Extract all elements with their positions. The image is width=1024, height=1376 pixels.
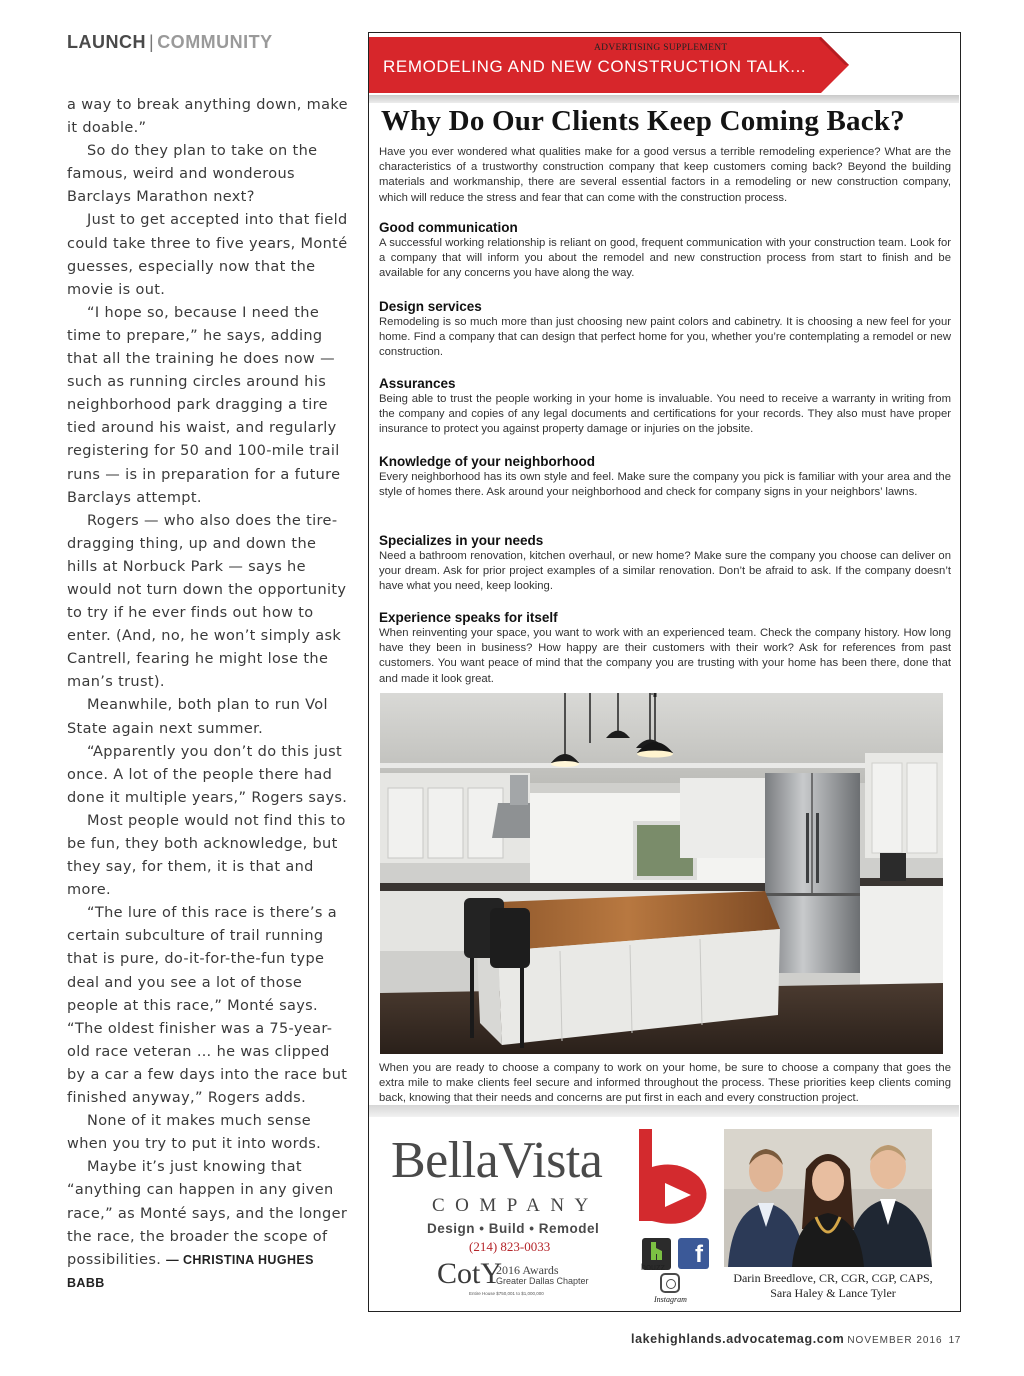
- ad-section-heading: Experience speaks for itself: [379, 610, 558, 625]
- article-paragraph: [67, 1156, 349, 1295]
- article-paragraph: “I hope so, because I need the time to prepare,” he says, adding that all the training he does now — such as running circles around his neighborhood park dragging a tire tied around his waist, and regularly registering for 50 and 100-mile trail runs — is in preparation for a future Barclays attempt.: [67, 304, 341, 506]
- article-paragraph: Most people would not find this to be fun, they both acknowledge, but they say, for them, it is that and more.: [67, 812, 346, 899]
- ad-section-heading: Assurances: [379, 376, 456, 391]
- instagram-label: Instagram: [654, 1295, 687, 1304]
- ad-section-heading: Specializes in your needs: [379, 533, 544, 548]
- article-paragraph: Meanwhile, both plan to run Vol State again next summer.: [67, 697, 328, 737]
- facebook-icon[interactable]: f: [678, 1238, 709, 1269]
- ad-section-heading: Design services: [379, 299, 482, 314]
- ad-section-body: Being able to trust the people working in your home is invaluable. You need to receive a warranty in writing from the company and copies of any legal documents and certifications for your records. They also must have proper insurance to protect you against property damage or injuries on the jobsite.: [379, 393, 951, 436]
- logo-company-word: COMPANY: [432, 1195, 599, 1216]
- article-paragraph-text: Maybe it’s just knowing that “anything can happen in any given race,” as Monté says, and the longer the race, the broader the scope of possibilities.: [67, 1159, 348, 1268]
- article-paragraph: Just to get accepted into that field could take three to five years, Monté guesses, especially now that the movie is out.: [67, 212, 348, 298]
- article-column: [67, 94, 349, 1295]
- page-number: 17: [948, 1335, 961, 1346]
- ad-section-body: Need a bathroom renovation, kitchen overhaul, or new home? Make sure the company you choose can deliver on your dream. Ask for prior project examples of a similar renovation. Don’t be afraid to ask. If the company doesn’t have what you need, keep looking.: [379, 550, 951, 593]
- ad-section-heading: Knowledge of your neighborhood: [379, 454, 595, 469]
- banner-shadow-divider: [369, 95, 959, 103]
- team-caption: [717, 1271, 949, 1301]
- ad-section-body: Remodeling is so much more than just choosing new paint colors and cabinetry. It is choosing a new feel for your home. Find a company that can design that perfect home for you, whether you’re contemplating a remodel or new construction.: [379, 316, 951, 359]
- coty-year: 2016 Awards: [496, 1263, 559, 1277]
- ad-section-body: When reinventing your space, you want to work with an experienced team. Check the company history. How long have they been in business? How happy are their customers with their work? Ask for references from past customers. You want peace of mind that the company you are trusting with your home has been there, done that and made it look great.: [379, 627, 951, 685]
- footer-url[interactable]: lakehighlands.advocatemag.com: [631, 1332, 845, 1346]
- page-footer: [631, 1332, 961, 1346]
- ad-banner: [369, 37, 849, 93]
- team-photo: [724, 1129, 932, 1267]
- section-category: COMMUNITY: [157, 32, 273, 52]
- article-paragraph: Rogers — who also does the tire-dragging thing, up and down the hills at Norbuck Park — says he would not turn down the opportunity to try if he ever finds out how to enter. (And, no, he won’t simply ask Cantrell, fearing he might lose the man’s trust).: [67, 512, 347, 691]
- byline: — CHRISTINA HUGHES BABB: [67, 1252, 314, 1290]
- ad-section-body: A successful working relationship is reliant on good, frequent communication with your construction team. Look for a company that will inform you about the remodel and new construction process from start to finish and be available for any concerns you have along the way.: [379, 237, 951, 280]
- coty-award-logo: CotY: [437, 1257, 503, 1290]
- article-paragraph: a way to break anything down, make it doable.”: [67, 97, 348, 137]
- ad-intro: Have you ever wondered what qualities make for a good versus a terrible remodeling experience? What are the characteristics of a trustworthy construction company that keep customers coming back? Beyond the building materials and workmanship, there are several essential factors in a remodeling or new construction company, which will reduce the stress and fear that can come with the construction process.: [379, 146, 951, 204]
- footer-issue-date: NOVEMBER 2016: [847, 1335, 943, 1346]
- section-separator: |: [149, 32, 155, 52]
- bellavista-logo-text: BellaVista: [391, 1132, 603, 1189]
- ad-bottom-divider: [369, 1105, 959, 1117]
- ad-section-body: Every neighborhood has its own style and feel. Make sure the company you pick is familiar with your area and the style of homes there. Ask around your neighborhood and check for company signs in your neighbors’ lawns.: [379, 471, 951, 499]
- coty-fine-print: Entire House $750,001 to $1,000,000: [469, 1291, 544, 1296]
- advertising-supplement: [368, 32, 961, 1312]
- team-caption-line: Sara Haley & Lance Tyler: [770, 1286, 896, 1300]
- article-paragraph: “The lure of this race is there’s a certain subculture of trail running that is pure, do-it-for-the-fun type deal and you see a lot of those people at this race,” Monté says. “The oldest finisher was a 75-year-old race veteran … he was clipped by a car a few days into the race but finished anyway,” Rogers adds.: [67, 905, 348, 1107]
- section-header: [67, 32, 273, 53]
- instagram-icon[interactable]: [660, 1273, 680, 1293]
- coty-chapter: Greater Dallas Chapter: [496, 1276, 589, 1286]
- houzz-label: houzz: [641, 1262, 666, 1272]
- ad-section-heading: Good communication: [379, 220, 518, 235]
- article-paragraph: So do they plan to take on the famous, weird and wonderous Barclays Marathon next?: [67, 143, 318, 206]
- kitchen-photo: [380, 693, 943, 1054]
- team-caption-line: Darin Breedlove, CR, CGR, CGP, CAPS,: [733, 1271, 933, 1285]
- b-brand-icon: [639, 1129, 713, 1233]
- logo-phone: (214) 823-0033: [469, 1239, 551, 1254]
- coty-award-caption: [496, 1265, 589, 1287]
- article-paragraph: “Apparently you don’t do this just once. A lot of the people there had done it multiple years,” Rogers says.: [67, 743, 348, 806]
- ad-supplement-label: ADVERTISING SUPPLEMENT: [594, 43, 728, 53]
- ad-banner-title: REMODELING AND NEW CONSTRUCTION TALK...: [383, 57, 807, 76]
- section-label: LAUNCH: [67, 32, 146, 52]
- ad-closing: When you are ready to choose a company to work on your home, be sure to choose a company that goes the extra mile to make clients feel secure and informed throughout the process. These priorities keep clients coming back, knowing that their needs and concerns are put first in each and every construction project.: [379, 1062, 951, 1105]
- article-paragraph: None of it makes much sense when you try to put it into words.: [67, 1113, 322, 1153]
- ad-headline: Why Do Our Clients Keep Coming Back?: [381, 105, 905, 137]
- logo-tagline: Design • Build • Remodel: [427, 1221, 600, 1236]
